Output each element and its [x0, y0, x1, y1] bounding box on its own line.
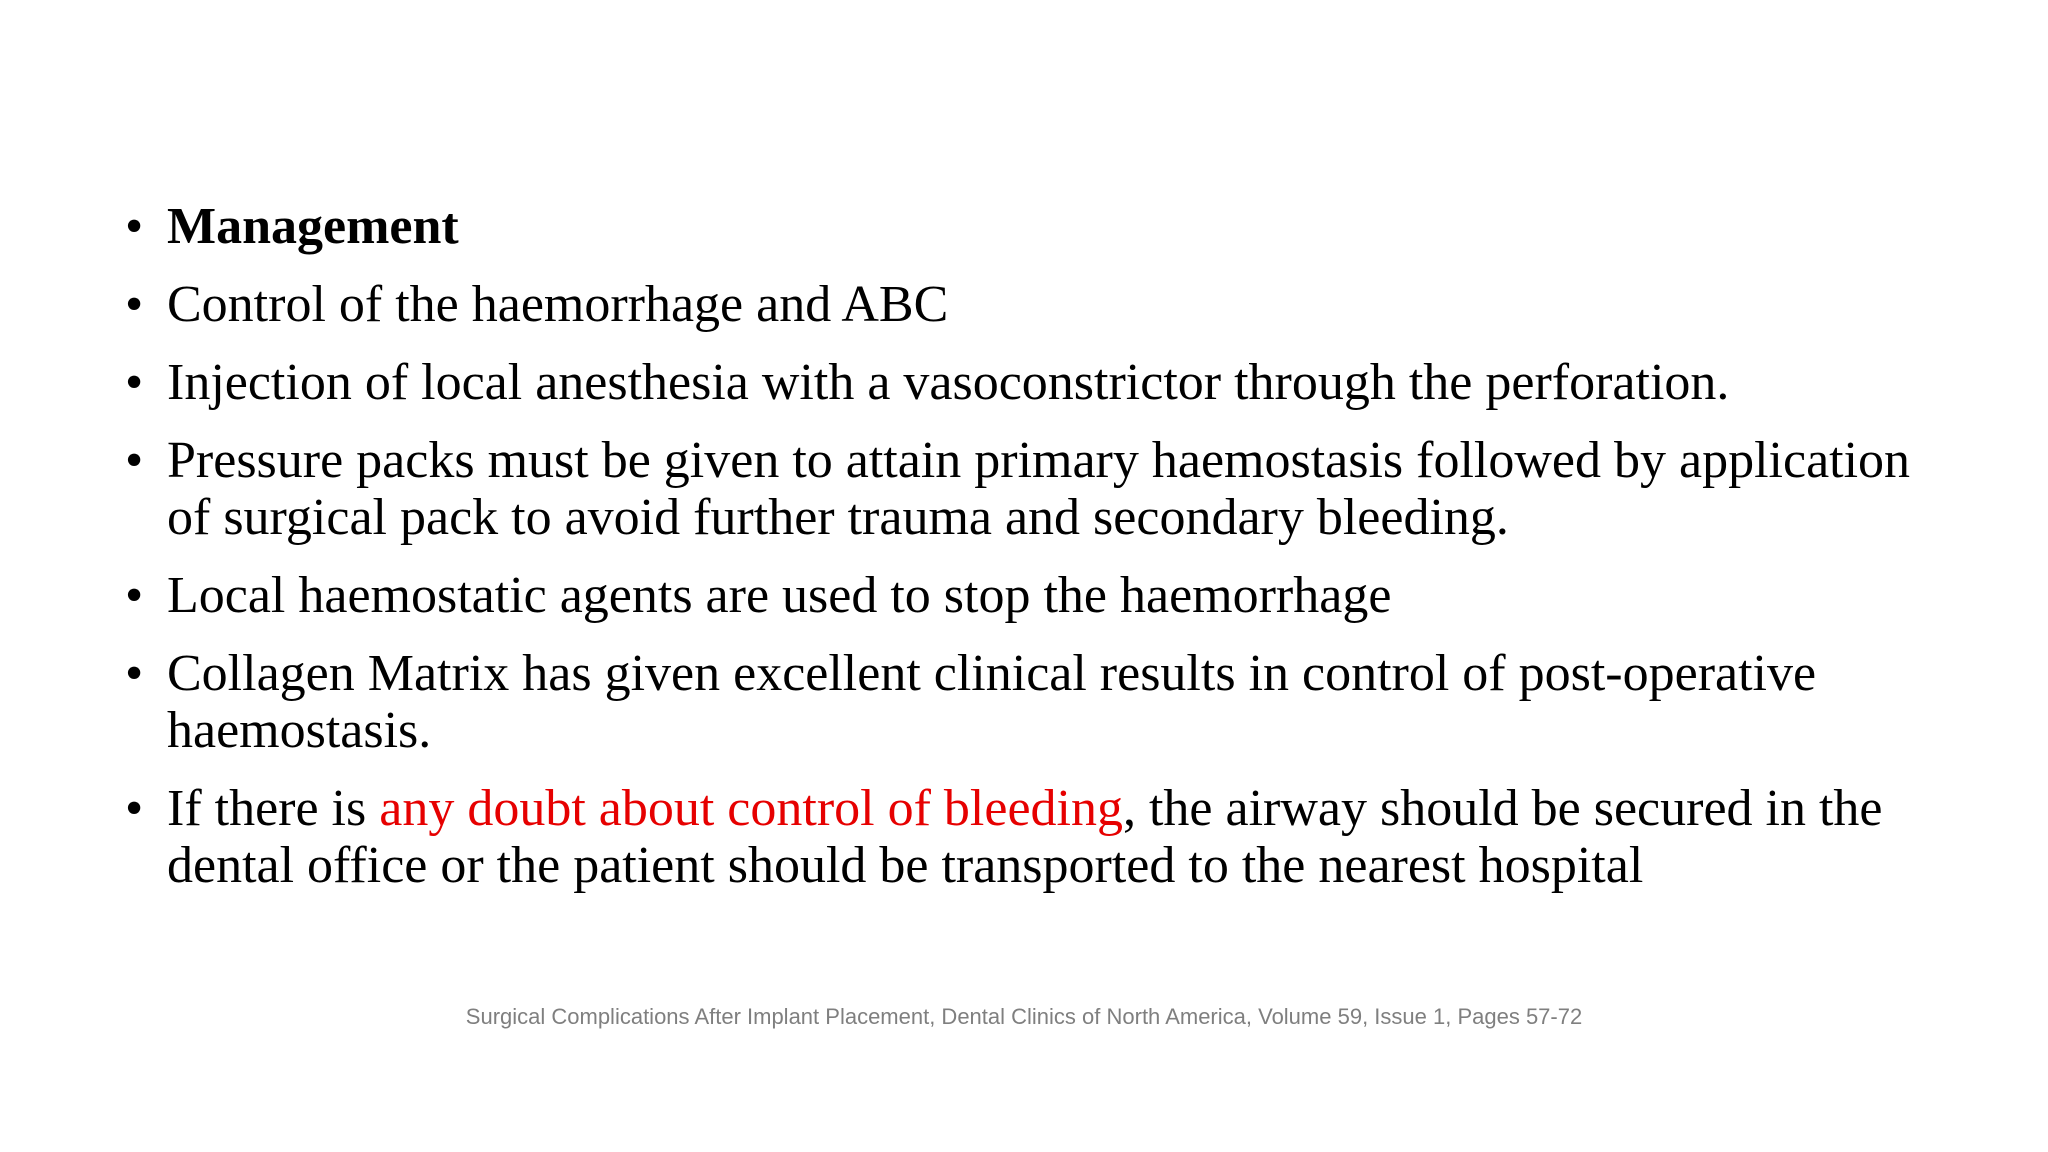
bullet-text: Pressure packs must be given to attain primary haemostasis followed by application of surgical pack to avoid further trauma and secondary bleeding.	[167, 432, 1911, 546]
bullet-text: Local haemostatic agents are used to stop the haemorrhage	[167, 567, 1392, 624]
bullet-local-haemostatic	[125, 567, 1945, 624]
bullet-control	[125, 276, 1945, 333]
bullet-marker: •	[125, 354, 144, 411]
bullet-text: Injection of local anesthesia with a vasoconstrictor through the perforation.	[167, 354, 1730, 411]
bullet-marker: •	[125, 780, 144, 837]
bullet-injection	[125, 354, 1945, 411]
bullet-marker: •	[125, 276, 144, 333]
bullet-text: Control of the haemorrhage and ABC	[167, 276, 949, 333]
bullet-marker: •	[125, 432, 144, 489]
bullet-marker: •	[125, 567, 144, 624]
bullet-list	[125, 198, 1945, 915]
bullet-text-highlight: any doubt about control of bleeding	[379, 780, 1123, 837]
bullet-marker: •	[125, 645, 144, 702]
bullet-airway	[125, 780, 1945, 894]
bullet-text: Collagen Matrix has given excellent clinical results in control of post-operative haemostasis.	[167, 645, 1817, 759]
bullet-collagen-matrix	[125, 645, 1945, 759]
bullet-text-heading: Management	[167, 198, 459, 255]
bullet-marker: •	[125, 198, 144, 255]
bullet-management	[125, 198, 1945, 255]
bullet-text-tail: , the airway should be secured in the dental office or the patient should be transported to the nearest hospital	[167, 780, 1883, 894]
bullet-text-lead: If there is	[167, 780, 380, 837]
citation-reference: Surgical Complications After Implant Placement, Dental Clinics of North America, Volume 59, Issue 1, Pages 57-72	[465, 1004, 1583, 1029]
bullet-pressure-packs	[125, 432, 1945, 546]
